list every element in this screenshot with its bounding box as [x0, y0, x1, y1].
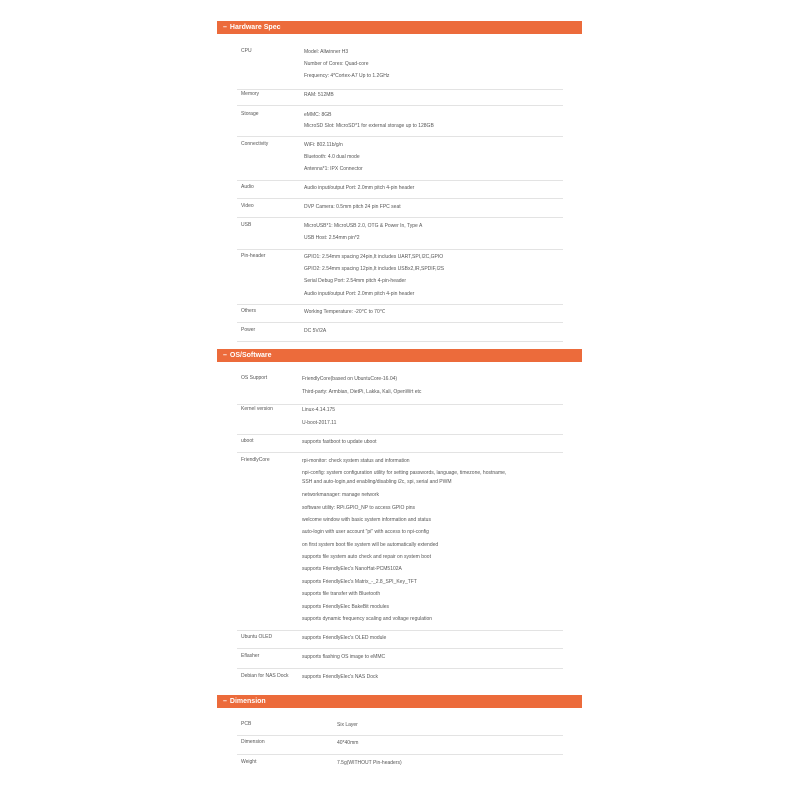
spec-value: MicroSD Slot: MicroSD*1 for external storage up to 128GB	[304, 123, 434, 129]
spec-row-audio	[237, 180, 563, 199]
spec-value: supports FriendlyElec BakeBit modules	[302, 604, 389, 610]
spec-row-debian-for-nas-dock	[237, 668, 563, 687]
spec-value: Serial Debug Port: 2.54mm pitch 4-pin-header	[304, 278, 406, 284]
spec-label: Video	[241, 203, 254, 209]
spec-value: supports file system auto check and repair on system boot	[302, 554, 431, 560]
spec-value: eMMC: 8GB	[304, 112, 332, 118]
spec-row-dimension	[237, 735, 563, 755]
spec-value: WiFi: 802.11b/g/n	[304, 142, 343, 148]
section-title: Hardware Spec	[229, 24, 281, 31]
spec-value: Antenna*1: IPX Connector	[304, 166, 363, 172]
spec-row-eflasher	[237, 648, 563, 669]
spec-value: supports fastboot to update uboot	[302, 439, 377, 445]
spec-row-ubuntu-oled	[237, 630, 563, 649]
spec-row-pin-header	[237, 249, 563, 305]
spec-label: OS Support	[241, 375, 268, 381]
spec-value: MicroUSB*1: MicroUSB 2.0, OTG & Power In, Type A	[304, 223, 423, 229]
spec-value: Third-party: Armbian, DietPi, Lakka, Kali, OpenWrt etc	[302, 389, 422, 395]
spec-row-kernel-version	[237, 404, 563, 435]
dash-icon: –	[223, 24, 227, 31]
spec-value: Working Temperature: -20℃ to 70℃	[304, 309, 386, 315]
spec-value: supports file transfer with Bluetooth	[302, 591, 381, 597]
spec-row-storage	[237, 105, 563, 137]
spec-value: supports FriendlyElec's NanoHat-PCM5102A	[302, 566, 402, 572]
spec-label: Ubuntu OLED	[241, 634, 273, 640]
spec-value: auto-login with user account "pi" with access to npi-config	[302, 529, 429, 535]
spec-label: Audio	[241, 184, 254, 190]
spec-row-memory	[237, 89, 563, 106]
spec-label: FriendlyCore	[241, 457, 270, 463]
spec-value: supports flashing OS image to eMMC	[302, 654, 386, 660]
spec-row-friendlycore	[237, 452, 563, 631]
spec-row-connectivity	[237, 136, 563, 181]
spec-label: Others	[241, 308, 257, 314]
spec-label: Power	[241, 327, 256, 333]
spec-row-os-support	[237, 367, 563, 405]
spec-value: 7.5g(WITHOUT Pin-headers)	[337, 760, 402, 766]
spec-value: networkmanager: manage network	[302, 492, 379, 498]
spec-value: Bluetooth: 4.0 dual mode	[304, 154, 360, 160]
spec-value: supports FriendlyElec's OLED module	[302, 635, 387, 641]
spec-value: GPIO1: 2.54mm spacing 24pin,It includes UART,SPI,I2C,GPIO	[304, 254, 444, 260]
spec-row-pcb	[237, 713, 563, 736]
spec-value: Linux-4.14.175	[302, 407, 336, 413]
spec-value: supports FriendlyElec's NAS Dock	[302, 674, 378, 680]
spec-label: Weight	[241, 759, 257, 765]
spec-label: Kernel version	[241, 406, 273, 412]
spec-value: DC 5V/2A	[304, 328, 327, 334]
spec-value: DVP Camera: 0.5mm pitch 24 pin FPC seat	[304, 204, 401, 210]
spec-value: 40*40mm	[337, 740, 359, 746]
spec-value: Frequency: 4*Cortex-A7 Up to 1.2GHz	[304, 73, 390, 79]
spec-value: Audio input/output Port: 2.0mm pitch 4-pin header	[304, 185, 415, 191]
spec-value: supports FriendlyElec's Matrix_-_2.8_SPI_Key_TFT	[302, 579, 417, 585]
spec-label: CPU	[241, 48, 252, 54]
spec-value: software utility: RPi.GPIO_NP to access GPIO pins	[302, 505, 416, 511]
section-title: OS/Software	[229, 352, 272, 359]
spec-value: npi-config: system configuration utility for setting passwords, language, timezone, hostname,	[302, 470, 507, 476]
spec-label: Memory	[241, 91, 260, 97]
dash-icon: –	[223, 352, 227, 359]
spec-label: Storage	[241, 111, 259, 117]
spec-value: Number of Cores: Quad-core	[304, 61, 369, 67]
spec-value: SSH and auto-login,and enabling/disabling i2c, spi, serial and PWM	[302, 479, 452, 485]
spec-value: welcome window with basic system information and status	[302, 517, 431, 523]
spec-label: Eflasher	[241, 653, 260, 659]
spec-value: GPIO2: 2.54mm spacing 12pin,It includes USBx2,IR,SPDIF,I2S	[304, 266, 445, 272]
spec-row-others	[237, 304, 563, 323]
spec-value: RAM: 512MB	[304, 92, 334, 98]
spec-label: Dimension	[241, 739, 265, 745]
dash-icon: –	[223, 698, 227, 705]
spec-label: Pin-header	[241, 253, 266, 259]
section-header-hardware-spec	[217, 21, 582, 34]
spec-value: Six Layer	[337, 722, 358, 728]
spec-value: on first system boot file system will be automatically extended	[302, 542, 439, 548]
spec-row-cpu	[237, 39, 563, 90]
spec-value: rpi-monitor: check system status and information	[302, 458, 410, 464]
spec-row-uboot	[237, 434, 563, 453]
spec-row-video	[237, 198, 563, 218]
spec-row-usb	[237, 217, 563, 250]
section-header-dimension	[217, 695, 582, 708]
spec-value: Audio input/output Port: 2.0mm pitch 4-pin header	[304, 291, 415, 297]
spec-value: Model: Allwinner H3	[304, 49, 349, 55]
section-header-os-software	[217, 349, 582, 362]
spec-value: USB Host: 2.54mm pin*2	[304, 235, 360, 241]
spec-label: Connectivity	[241, 141, 269, 147]
spec-row-power	[237, 322, 563, 342]
section-title: Dimension	[229, 698, 266, 705]
spec-label: PCB	[241, 721, 252, 727]
spec-value: supports dynamic frequency scaling and voltage regulation	[302, 616, 433, 622]
spec-row-weight	[237, 754, 563, 774]
spec-value: U-boot-2017.11	[302, 420, 337, 426]
spec-label: Debian for NAS Dock	[241, 673, 289, 679]
spec-label: USB	[241, 222, 252, 228]
spec-value: FriendlyCore(based on UbuntuCore-16.04)	[302, 376, 398, 382]
spec-label: uboot	[241, 438, 254, 444]
